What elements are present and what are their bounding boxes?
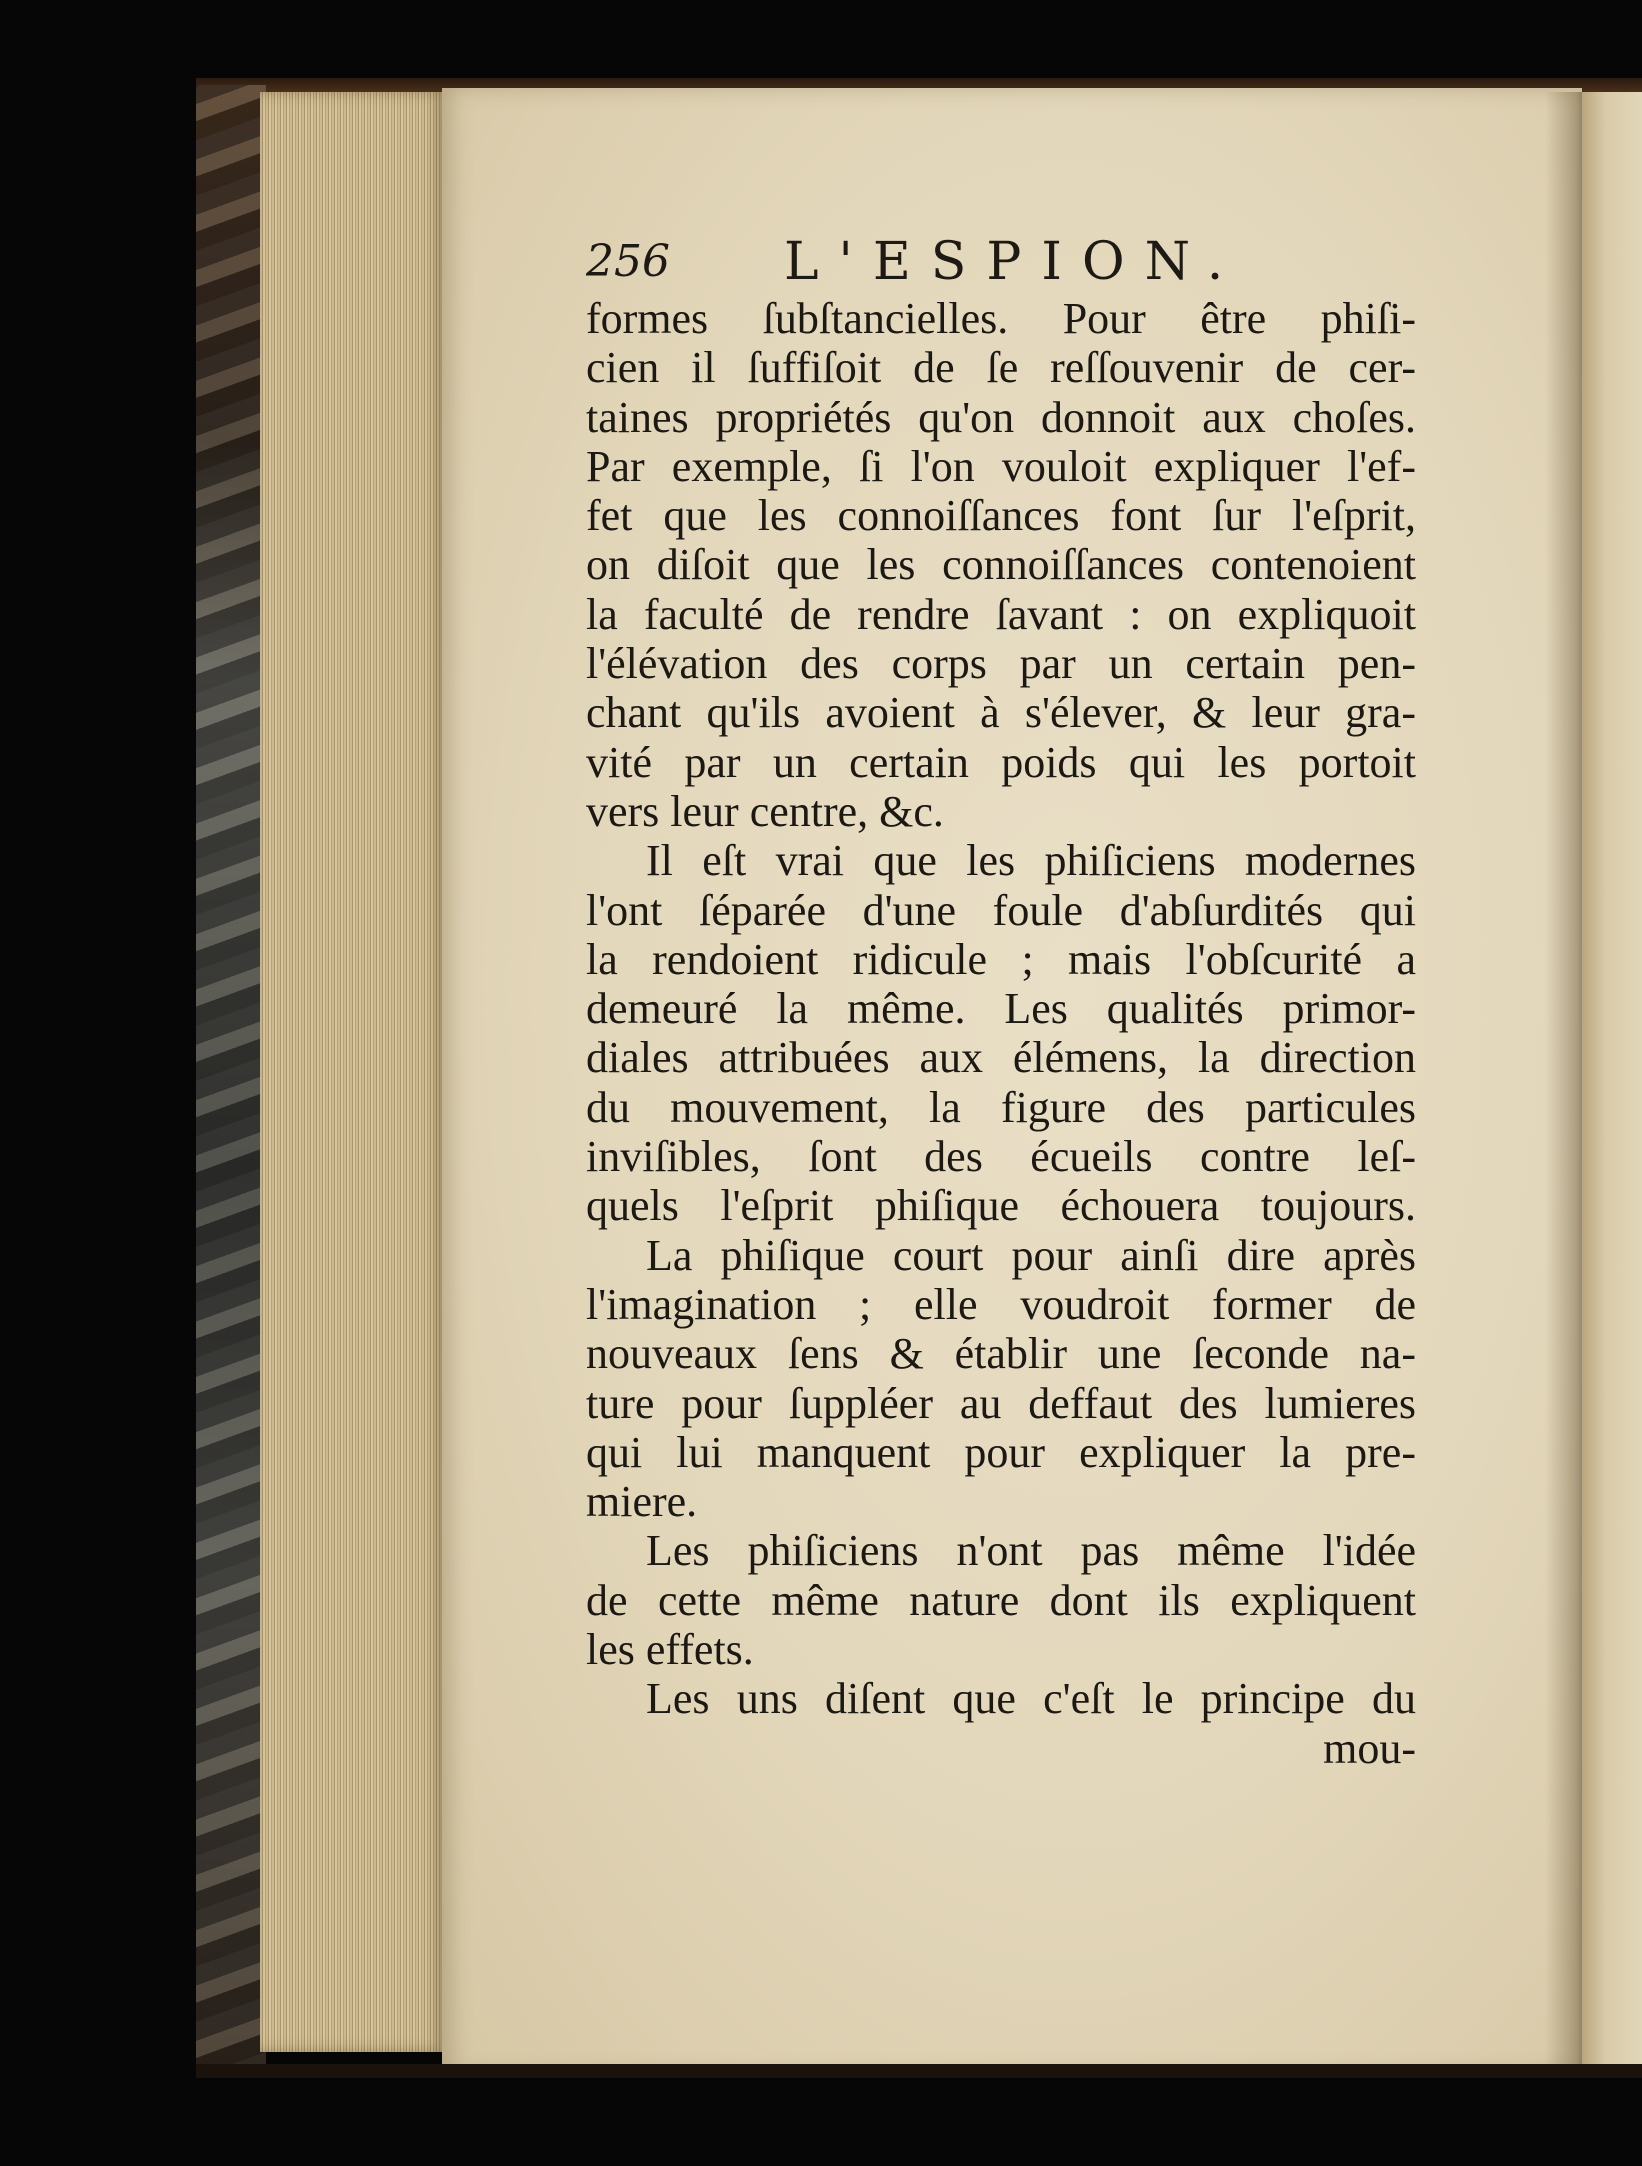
text-line: Il eſt vrai que les phiſiciens modernes: [646, 836, 1416, 886]
text-line: Les phiſiciens n'ont pas même l'idée: [646, 1526, 1416, 1576]
book-cover-edge-bottom: [196, 2064, 1642, 2078]
text-line: diales attribuées aux élémens, la direction: [586, 1033, 1416, 1083]
text-line: demeuré la même. Les qualités primor-: [586, 984, 1416, 1034]
text-line: la faculté de rendre ſavant : on expliquoit: [586, 589, 1416, 639]
running-title: L'ESPION.: [784, 232, 1244, 292]
text-line: miere.: [586, 1477, 698, 1527]
book-cover-marbled: [196, 85, 266, 2070]
text-line: Les uns diſent que c'eſt le principe du: [646, 1674, 1416, 1724]
text-line: de cette même nature dont ils expliquent: [586, 1575, 1416, 1625]
body-text: [586, 294, 1416, 1724]
text-line: qui lui manquent pour expliquer la pre-: [586, 1427, 1416, 1477]
text-line: vité par un certain poids qui les portoit: [586, 737, 1416, 787]
text-line: vers leur centre, &c.: [586, 786, 944, 836]
text-line: La phiſique court pour ainſi dire après: [646, 1230, 1416, 1280]
text-line: l'ont ſéparée d'une foule d'abſurdités qui: [586, 885, 1416, 935]
text-line: la rendoient ridicule ; mais l'obſcurité a: [586, 934, 1416, 984]
text-line: l'élévation des corps par un certain pen-: [586, 639, 1416, 689]
text-line: quels l'eſprit phiſique échouera toujours.: [586, 1181, 1416, 1231]
text-line: cien il ſuffiſoit de ſe reſſouvenir de cer-: [586, 343, 1416, 393]
text-line: l'imagination ; elle voudroit former de: [586, 1279, 1416, 1329]
text-line: chant qu'ils avoient à s'élever, & leur gra-: [586, 688, 1416, 738]
catchword: mou-: [1323, 1723, 1416, 1773]
text-line: taines propriétés qu'on donnoit aux choſes.: [586, 392, 1416, 442]
text-line: les effets.: [586, 1625, 754, 1675]
text-line: on diſoit que les connoiſſances contenoient: [586, 540, 1416, 590]
text-line: Par exemple, ſi l'on vouloit expliquer l'ef-: [586, 441, 1416, 491]
text-line: formes ſubſtancielles. Pour être phiſi-: [586, 294, 1416, 343]
text-line: ture pour ſuppléer au deffaut des lumieres: [586, 1378, 1416, 1428]
page-header: [586, 228, 1246, 298]
text-line: nouveaux ſens & établir une ſeconde na-: [586, 1329, 1416, 1379]
text-line: fet que les connoiſſances font ſur l'eſprit,: [586, 491, 1416, 541]
page-number: 256: [586, 236, 670, 287]
facing-page-edge: [1582, 92, 1642, 2067]
text-line: du mouvement, la figure des particules: [586, 1082, 1416, 1132]
catchword-block: [586, 1724, 1416, 1773]
page-block-edges: [260, 92, 445, 2052]
text-line: inviſibles, ſont des écueils contre leſ-: [586, 1132, 1416, 1182]
